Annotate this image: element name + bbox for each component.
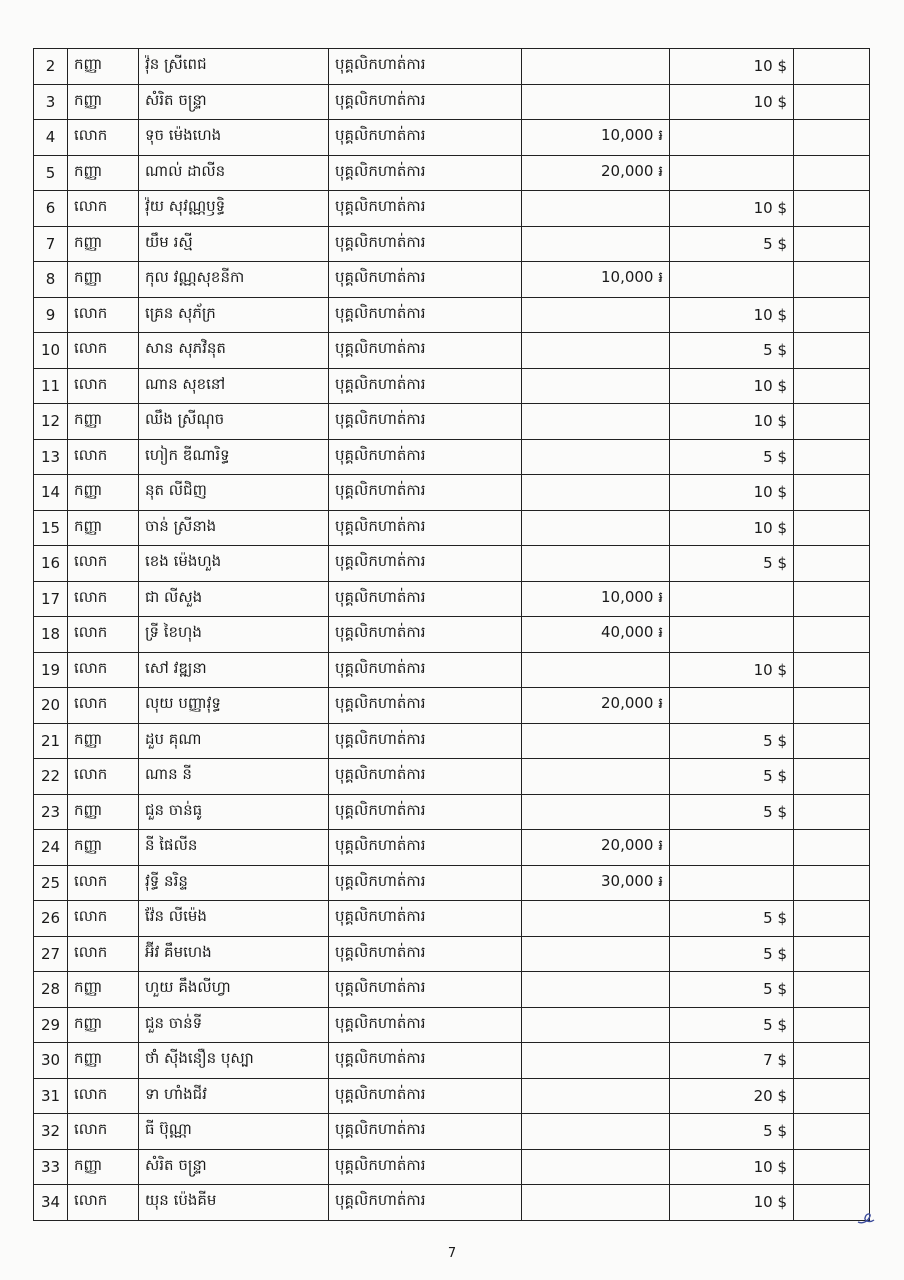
person-name: ណាន សុខនៅ <box>139 368 329 404</box>
row-number: 19 <box>34 652 68 688</box>
row-number: 9 <box>34 297 68 333</box>
honorific: កញ្ញា <box>68 155 139 191</box>
amount-riel: 20,000 ៛ <box>522 830 670 866</box>
person-name: ហួយ គឹងលីហ្វា <box>139 972 329 1008</box>
position: បុគ្គលិកហាត់ការ <box>329 652 522 688</box>
row-number: 30 <box>34 1043 68 1079</box>
table-row <box>34 49 870 85</box>
position: បុគ្គលិកហាត់ការ <box>329 1149 522 1185</box>
blank-cell <box>794 936 870 972</box>
amount-riel <box>522 759 670 795</box>
amount-riel <box>522 1114 670 1150</box>
amount-riel: 20,000 ៛ <box>522 688 670 724</box>
amount-riel <box>522 794 670 830</box>
honorific: លោក <box>68 546 139 582</box>
blank-cell <box>794 972 870 1008</box>
amount-riel <box>522 1007 670 1043</box>
amount-riel <box>522 297 670 333</box>
amount-riel <box>522 84 670 120</box>
blank-cell <box>794 1043 870 1079</box>
blank-cell <box>794 865 870 901</box>
row-number: 14 <box>34 475 68 511</box>
table-row <box>34 652 870 688</box>
blank-cell <box>794 297 870 333</box>
blank-cell <box>794 191 870 227</box>
person-name: ជួន ចាន់ធូ <box>139 794 329 830</box>
blank-cell <box>794 652 870 688</box>
honorific: លោក <box>68 1185 139 1221</box>
person-name: អ៊ីវ គឹមហេង <box>139 936 329 972</box>
blank-cell <box>794 262 870 298</box>
honorific: កញ្ញា <box>68 262 139 298</box>
honorific: កញ្ញា <box>68 226 139 262</box>
table-row <box>34 1007 870 1043</box>
blank-cell <box>794 546 870 582</box>
amount-riel: 10,000 ៛ <box>522 581 670 617</box>
table-row <box>34 262 870 298</box>
honorific: លោក <box>68 1078 139 1114</box>
honorific: លោក <box>68 865 139 901</box>
position: បុគ្គលិកហាត់ការ <box>329 155 522 191</box>
amount-usd: 5 $ <box>670 226 794 262</box>
row-number: 23 <box>34 794 68 830</box>
person-name: ចាន់ ស្រីនាង <box>139 510 329 546</box>
honorific: លោក <box>68 333 139 369</box>
table-row <box>34 1149 870 1185</box>
blank-cell <box>794 1149 870 1185</box>
row-number: 2 <box>34 49 68 85</box>
row-number: 4 <box>34 120 68 156</box>
blank-cell <box>794 368 870 404</box>
position: បុគ្គលិកហាត់ការ <box>329 972 522 1008</box>
position: បុគ្គលិកហាត់ការ <box>329 1007 522 1043</box>
table-row <box>34 1043 870 1079</box>
blank-cell <box>794 1007 870 1043</box>
table-row <box>34 581 870 617</box>
amount-usd <box>670 155 794 191</box>
honorific: កញ្ញា <box>68 1007 139 1043</box>
person-name: វុទ្ធី នរិន្ទ <box>139 865 329 901</box>
honorific: លោក <box>68 617 139 653</box>
position: បុគ្គលិកហាត់ការ <box>329 404 522 440</box>
amount-usd: 5 $ <box>670 936 794 972</box>
amount-usd <box>670 581 794 617</box>
table-row <box>34 155 870 191</box>
honorific: កញ្ញា <box>68 84 139 120</box>
amount-riel <box>522 1043 670 1079</box>
row-number: 3 <box>34 84 68 120</box>
position: បុគ្គលិកហាត់ការ <box>329 723 522 759</box>
table-row <box>34 865 870 901</box>
position: បុគ្គលិកហាត់ការ <box>329 1185 522 1221</box>
person-name: សំរិត ចន្ទ្រា <box>139 1149 329 1185</box>
person-name: ឈឹង ស្រីណុច <box>139 404 329 440</box>
position: បុគ្គលិកហាត់ការ <box>329 617 522 653</box>
honorific: លោក <box>68 688 139 724</box>
blank-cell <box>794 1078 870 1114</box>
person-name: ជា លីសួង <box>139 581 329 617</box>
table-row <box>34 404 870 440</box>
amount-usd: 5 $ <box>670 333 794 369</box>
table-row <box>34 1185 870 1221</box>
blank-cell <box>794 49 870 85</box>
position: បុគ្គលិកហាត់ការ <box>329 546 522 582</box>
table-row <box>34 1078 870 1114</box>
honorific: កញ្ញា <box>68 1149 139 1185</box>
table-row <box>34 120 870 156</box>
amount-usd: 5 $ <box>670 546 794 582</box>
honorific: កញ្ញា <box>68 723 139 759</box>
amount-usd <box>670 830 794 866</box>
row-number: 28 <box>34 972 68 1008</box>
amount-riel <box>522 546 670 582</box>
position: បុគ្គលិកហាត់ការ <box>329 581 522 617</box>
amount-usd: 10 $ <box>670 84 794 120</box>
person-name: នុត លីជិញ <box>139 475 329 511</box>
blank-cell <box>794 333 870 369</box>
amount-usd: 10 $ <box>670 368 794 404</box>
amount-usd: 5 $ <box>670 439 794 475</box>
position: បុគ្គលិកហាត់ការ <box>329 49 522 85</box>
honorific: កញ្ញា <box>68 794 139 830</box>
person-name: គ្រេន សុភ័ក្រ <box>139 297 329 333</box>
row-number: 22 <box>34 759 68 795</box>
amount-usd: 10 $ <box>670 404 794 440</box>
position: បុគ្គលិកហាត់ការ <box>329 1078 522 1114</box>
table-row <box>34 191 870 227</box>
table-row <box>34 510 870 546</box>
person-name: វ៉ុន ស្រីពេជ <box>139 49 329 85</box>
blank-cell <box>794 830 870 866</box>
honorific: កញ្ញា <box>68 404 139 440</box>
honorific: កញ្ញា <box>68 510 139 546</box>
amount-riel: 20,000 ៛ <box>522 155 670 191</box>
amount-usd: 10 $ <box>670 652 794 688</box>
amount-usd: 5 $ <box>670 1114 794 1150</box>
table-row <box>34 688 870 724</box>
amount-usd: 20 $ <box>670 1078 794 1114</box>
row-number: 17 <box>34 581 68 617</box>
row-number: 34 <box>34 1185 68 1221</box>
honorific: កញ្ញា <box>68 49 139 85</box>
table-row <box>34 368 870 404</box>
person-name: ទ្រី ខៃហុង <box>139 617 329 653</box>
donor-table <box>33 48 870 1221</box>
amount-usd: 10 $ <box>670 1185 794 1221</box>
amount-riel <box>522 191 670 227</box>
person-name: ថាំ ស៊ីងនឿន បុស្បា <box>139 1043 329 1079</box>
position: បុគ្គលិកហាត់ការ <box>329 191 522 227</box>
amount-riel <box>522 368 670 404</box>
position: បុគ្គលិកហាត់ការ <box>329 936 522 972</box>
amount-usd: 5 $ <box>670 723 794 759</box>
amount-riel <box>522 723 670 759</box>
row-number: 21 <box>34 723 68 759</box>
position: បុគ្គលិកហាត់ការ <box>329 1114 522 1150</box>
blank-cell <box>794 688 870 724</box>
amount-riel: 10,000 ៛ <box>522 120 670 156</box>
amount-riel <box>522 652 670 688</box>
amount-riel: 30,000 ៛ <box>522 865 670 901</box>
row-number: 27 <box>34 936 68 972</box>
amount-usd <box>670 120 794 156</box>
row-number: 6 <box>34 191 68 227</box>
table-row <box>34 794 870 830</box>
table-row <box>34 84 870 120</box>
amount-usd <box>670 617 794 653</box>
person-name: ជួន ចាន់ទី <box>139 1007 329 1043</box>
amount-usd: 10 $ <box>670 510 794 546</box>
position: បុគ្គលិកហាត់ការ <box>329 439 522 475</box>
table-row <box>34 830 870 866</box>
amount-riel <box>522 1185 670 1221</box>
page-number: 7 <box>447 1246 457 1261</box>
position: បុគ្គលិកហាត់ការ <box>329 226 522 262</box>
position: បុគ្គលិកហាត់ការ <box>329 794 522 830</box>
table-row <box>34 226 870 262</box>
row-number: 7 <box>34 226 68 262</box>
table-row <box>34 972 870 1008</box>
person-name: លុយ បញ្ញាវុទ្ធ <box>139 688 329 724</box>
position: បុគ្គលិកហាត់ការ <box>329 865 522 901</box>
person-name: សៅ វឌ្ឍនា <box>139 652 329 688</box>
honorific: លោក <box>68 901 139 937</box>
row-number: 20 <box>34 688 68 724</box>
person-name: ណាល់ ដាលីន <box>139 155 329 191</box>
table-row <box>34 723 870 759</box>
amount-riel <box>522 1078 670 1114</box>
row-number: 29 <box>34 1007 68 1043</box>
position: បុគ្គលិកហាត់ការ <box>329 688 522 724</box>
amount-usd: 5 $ <box>670 1007 794 1043</box>
blank-cell <box>794 617 870 653</box>
amount-riel <box>522 1149 670 1185</box>
person-name: ទា ហាំងជីវ <box>139 1078 329 1114</box>
amount-usd <box>670 865 794 901</box>
person-name: យឹម រស្មី <box>139 226 329 262</box>
row-number: 5 <box>34 155 68 191</box>
blank-cell <box>794 84 870 120</box>
honorific: លោក <box>68 120 139 156</box>
amount-usd: 10 $ <box>670 191 794 227</box>
person-name: ខេង ម៉េងហួង <box>139 546 329 582</box>
blank-cell <box>794 155 870 191</box>
honorific: លោក <box>68 439 139 475</box>
table-row <box>34 617 870 653</box>
person-name: ដួប គុណា <box>139 723 329 759</box>
blank-cell <box>794 439 870 475</box>
amount-usd: 5 $ <box>670 901 794 937</box>
row-number: 33 <box>34 1149 68 1185</box>
person-name: យុន ប៉េងគីម <box>139 1185 329 1221</box>
row-number: 16 <box>34 546 68 582</box>
row-number: 12 <box>34 404 68 440</box>
position: បុគ្គលិកហាត់ការ <box>329 333 522 369</box>
amount-riel <box>522 439 670 475</box>
person-name: ហៀក ឌីណារិទ្ធ <box>139 439 329 475</box>
amount-riel <box>522 226 670 262</box>
table-row <box>34 546 870 582</box>
row-number: 10 <box>34 333 68 369</box>
amount-riel <box>522 972 670 1008</box>
row-number: 18 <box>34 617 68 653</box>
honorific: កញ្ញា <box>68 475 139 511</box>
blank-cell <box>794 794 870 830</box>
person-name: សំរិត ចន្ទ្រា <box>139 84 329 120</box>
position: បុគ្គលិកហាត់ការ <box>329 120 522 156</box>
amount-usd <box>670 688 794 724</box>
row-number: 25 <box>34 865 68 901</box>
position: បុគ្គលិកហាត់ការ <box>329 510 522 546</box>
table-row <box>34 1114 870 1150</box>
blank-cell <box>794 475 870 511</box>
amount-riel <box>522 901 670 937</box>
position: បុគ្គលិកហាត់ការ <box>329 475 522 511</box>
honorific: កញ្ញា <box>68 1043 139 1079</box>
row-number: 26 <box>34 901 68 937</box>
amount-usd: 10 $ <box>670 49 794 85</box>
position: បុគ្គលិកហាត់ការ <box>329 901 522 937</box>
table-row <box>34 901 870 937</box>
table-row <box>34 759 870 795</box>
honorific: លោក <box>68 581 139 617</box>
honorific: លោក <box>68 652 139 688</box>
row-number: 31 <box>34 1078 68 1114</box>
blank-cell <box>794 1114 870 1150</box>
amount-riel <box>522 510 670 546</box>
blank-cell <box>794 226 870 262</box>
position: បុគ្គលិកហាត់ការ <box>329 297 522 333</box>
person-name: ណាន នី <box>139 759 329 795</box>
honorific: កញ្ញា <box>68 972 139 1008</box>
row-number: 15 <box>34 510 68 546</box>
position: បុគ្គលិកហាត់ការ <box>329 759 522 795</box>
position: បុគ្គលិកហាត់ការ <box>329 1043 522 1079</box>
amount-usd: 10 $ <box>670 297 794 333</box>
amount-usd: 5 $ <box>670 794 794 830</box>
blank-cell <box>794 759 870 795</box>
row-number: 13 <box>34 439 68 475</box>
amount-usd <box>670 262 794 298</box>
person-name: ទុច ម៉េងហេង <box>139 120 329 156</box>
table-row <box>34 297 870 333</box>
amount-riel <box>522 475 670 511</box>
person-name: កុល វណ្ណសុខនីកា <box>139 262 329 298</box>
person-name: ធី ប៊ុណ្ណា <box>139 1114 329 1150</box>
amount-riel <box>522 333 670 369</box>
person-name: សាន សុភវិនុត <box>139 333 329 369</box>
blank-cell <box>794 723 870 759</box>
amount-riel <box>522 49 670 85</box>
amount-riel <box>522 936 670 972</box>
amount-usd: 5 $ <box>670 759 794 795</box>
blank-cell <box>794 901 870 937</box>
blank-cell <box>794 120 870 156</box>
position: បុគ្គលិកហាត់ការ <box>329 830 522 866</box>
row-number: 8 <box>34 262 68 298</box>
position: បុគ្គលិកហាត់ការ <box>329 262 522 298</box>
position: បុគ្គលិកហាត់ការ <box>329 84 522 120</box>
honorific: កញ្ញា <box>68 830 139 866</box>
amount-riel: 40,000 ៛ <box>522 617 670 653</box>
row-number: 24 <box>34 830 68 866</box>
amount-usd: 10 $ <box>670 475 794 511</box>
person-name: វ៉ុយ សុវណ្ណឫទ្ធិ <box>139 191 329 227</box>
honorific: លោក <box>68 297 139 333</box>
amount-usd: 7 $ <box>670 1043 794 1079</box>
table-row <box>34 333 870 369</box>
blank-cell <box>794 404 870 440</box>
blank-cell <box>794 581 870 617</box>
blank-cell <box>794 510 870 546</box>
row-number: 11 <box>34 368 68 404</box>
honorific: លោក <box>68 368 139 404</box>
person-name: នី ផៃលីន <box>139 830 329 866</box>
honorific: លោក <box>68 1114 139 1150</box>
amount-riel: 10,000 ៛ <box>522 262 670 298</box>
amount-usd: 10 $ <box>670 1149 794 1185</box>
row-number: 32 <box>34 1114 68 1150</box>
pen-mark <box>856 1210 876 1226</box>
honorific: លោក <box>68 936 139 972</box>
honorific: លោក <box>68 759 139 795</box>
amount-riel <box>522 404 670 440</box>
table-row <box>34 475 870 511</box>
honorific: លោក <box>68 191 139 227</box>
position: បុគ្គលិកហាត់ការ <box>329 368 522 404</box>
amount-usd: 5 $ <box>670 972 794 1008</box>
person-name: វ៉ែន លីម៉េង <box>139 901 329 937</box>
table-row <box>34 439 870 475</box>
table-row <box>34 936 870 972</box>
